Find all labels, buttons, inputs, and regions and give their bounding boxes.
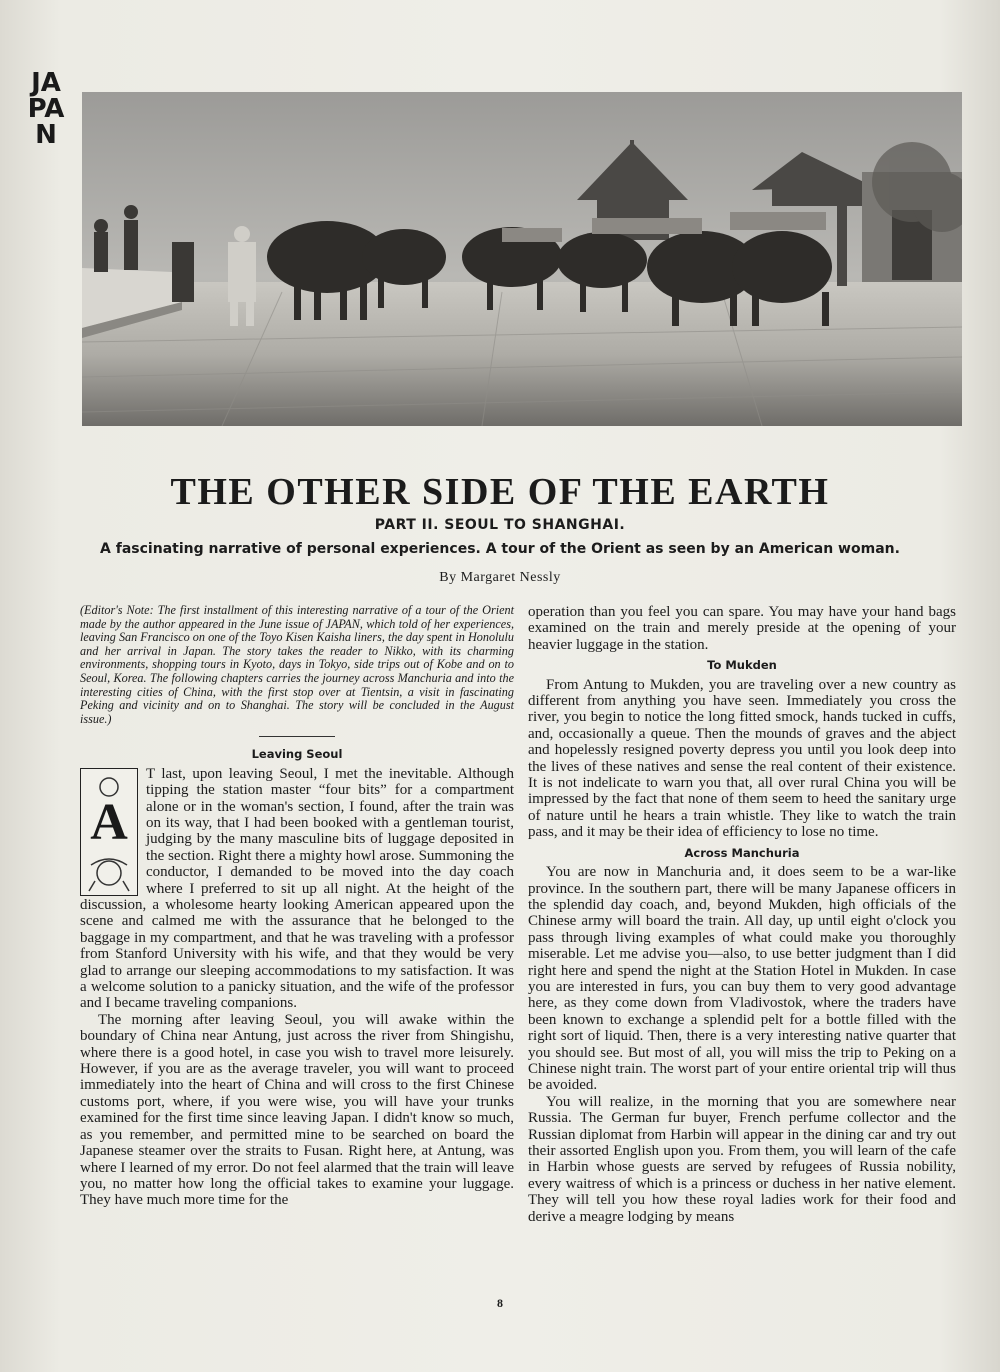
right-column	[528, 604, 956, 1225]
article-byline: By Margaret Nessly	[439, 570, 561, 585]
dropcap-letter: A	[90, 793, 128, 851]
paragraph-leaving-seoul-continued: operation than you feel you can spare. You may have your hand bags examined on the train and merely preside at the opening of your heavier luggage in the station.	[528, 604, 956, 653]
ornate-dropcap	[80, 768, 138, 896]
divider-rule	[259, 736, 335, 737]
left-column	[80, 604, 514, 1209]
paragraph-leaving-seoul-1: T last, upon leaving Seoul, I met the inevitable. Although tipping the station master “four bits” for a compartment alone or in the woman's section, I found, after the train was on its way, that I had been booked with a gentleman tourist, judging by the many masculine bits of luggage deposited in the section. Right there a mighty howl arose. Summoning the conductor, I demanded to be moved into the day coach where I preferred to sit up all night. At the height of the discussion, a wholesome hearty looking American appeared upon the scene and calmed me with the assurance that he belonged to the baggage in my compartment, and that he was traveling with a professor from Stanford University with his wife, and that they would be very glad to arrange our sleeping accommodations to my satisfaction. It was a welcome solution to a panicky situation, and the wife of the professor and I became traveling companions.	[80, 765, 514, 1012]
article-title: THE OTHER SIDE OF THE EARTH	[170, 471, 830, 513]
camel-caravan-photo	[82, 92, 962, 426]
article-subtitle: A fascinating narrative of personal experiences. A tour of the Orient as seen by an American woman.	[100, 541, 900, 557]
subhead-across-manchuria: Across Manchuria	[684, 845, 800, 860]
page-number: 8	[497, 1296, 503, 1310]
paragraph-to-mukden: From Antung to Mukden, you are traveling over a new country as different from anything you have seen. Immediately you cross the river, you begin to notice the long fitted smock, hands tucked in cuffs, and, occasionally a queue. Then the mounds of graves and the abject and hopelessly resigned poverty depress you until you look deep into the lives of these natives and sense the real content of their existence. It is not indelicate to warn you that, all over rural China you will be impressed by the fact that none of them seem to heed the sanitary urge of nature until he hears a train whistle. They like to watch the train pass, and it may be their idea of efficiency to lose no time.	[528, 676, 956, 841]
paragraph-across-manchuria-1: You are now in Manchuria and, it does seem to be a war-like province. In the southern part, there will be many Japanese officers in the splendid day coach, and, beyond Mukden, high officials of the Chinese army will board the train. All day, up until eight o'clock you pass through living examples of what could make you thoroughly miserable. Let me advise you—also, to use better judgment than I did right here and spend the night at the Station Hotel in Mukden. In case you are interested in furs, you can buy them to very good advantage here, as they come down from Vladivostok, where the traders have been known to exchange a splendid pelt for a bottle filled with the right sort of liquid. Then, there is a very interesting native quarter that you should see. But most of all, you will miss the trip to Peking on a Chinese night train. The worst part of your entire oriental trip will thus be avoided.	[528, 864, 956, 1094]
article-part-heading: PART II. SEOUL TO SHANGHAI.	[374, 517, 626, 533]
paragraph-leaving-seoul-2: The morning after leaving Seoul, you will awake within the boundary of China near Antung, just across the river from Shingishu, where there is a good hotel, in case you wish to travel more leisurely. However, if you are as the average traveler, you will want to proceed immediately into the heart of China and will cross to the first Chinese customs port, where, if you were wise, you will have your trunks examined for the first time since leaving Japan. I didn't know so much, as you remember, and permitted mine to be searched on board the Japanese steamer over the straits to Fusan. Right here, at Antung, was where I learned of my error. Do not feel alarmed that the train will leave you, no matter how long the official takes to examine your luggage. They have much more time for the	[80, 1011, 514, 1209]
editor-note: (Editor's Note: The first installment of this interesting narrative of a tour of the Orient made by the author appeared in the June issue of JAPAN, which told of her experiences, leaving San Francisco on one of the Toyo Kisen Kaisha liners, the day spent in Honolulu and her arrival in Japan. The story takes the reader to Nikko, with its charming environments, shopping tours in Kyoto, days in Tokyo, side trips out of Kobe and on to Seoul, Korea. The following chapters carries the journey across Manchuria and into the interesting cities of China, with the first stop over at Tientsin, a visit in fascinating Peking and vicinity and on to Shanghai. The story will be concluded in the August issue.)	[80, 603, 514, 726]
subhead-to-mukden: To Mukden	[707, 658, 777, 673]
paragraph-across-manchuria-2: You will realize, in the morning that you are somewhere near Russia. The German fur buyer, French perfume collector and the Russian diplomat from Harbin will appear in the dining car and try out their assorted English upon you. From them, you will learn of the cafe in Harbin whose guests are served by refugees of Russia nobility, every waitress of which is a princess or duchess in her native element. They will tell you how these royal ladies work for their food and derive a meagre lodging by means	[528, 1093, 956, 1225]
section-label-japan: JAPAN	[27, 68, 65, 150]
subhead-leaving-seoul: Leaving Seoul	[251, 747, 343, 762]
camel-caravan-photo-icon	[82, 92, 962, 426]
